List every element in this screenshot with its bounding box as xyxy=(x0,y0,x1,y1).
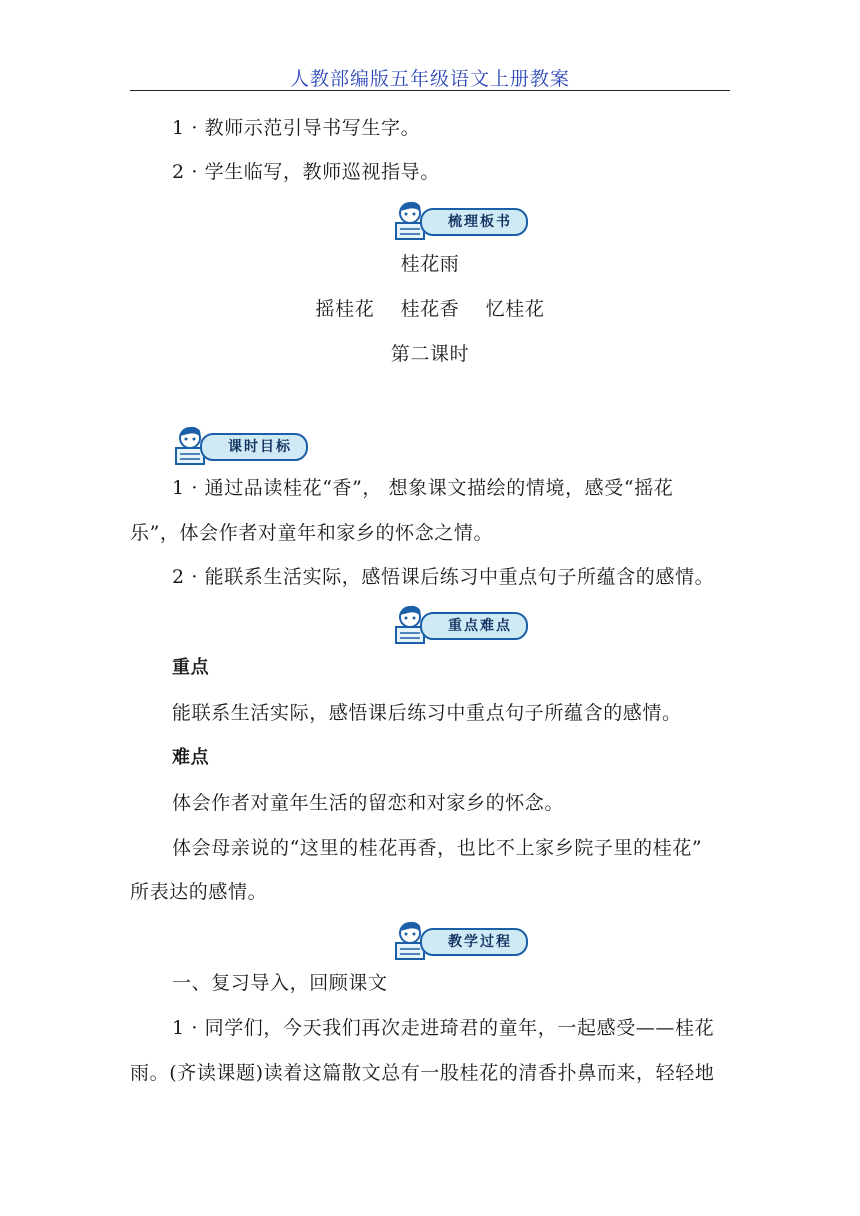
paragraph-line: 体会母亲说的“这里的桂花再香，也比不上家乡院子里的桂花” xyxy=(172,837,703,859)
badge-label: 教学过程 xyxy=(420,928,528,956)
section-badge-keypoints xyxy=(392,603,512,647)
header-divider xyxy=(130,90,730,91)
section-badge-board xyxy=(392,199,512,243)
paragraph-line: 体会作者对童年生活的留恋和对家乡的怀念。 xyxy=(172,792,565,814)
paragraph-line: 2 · 学生临写，教师巡视指导。 xyxy=(172,161,440,183)
badge-label: 梳理板书 xyxy=(420,208,528,236)
difficulty-heading: 难点 xyxy=(172,747,210,768)
page-header-title: 人教部编版五年级语文上册教案 xyxy=(289,68,570,90)
paragraph-line: 乐”，体会作者对童年和家乡的怀念之情。 xyxy=(130,522,494,544)
board-items: 摇桂花 桂花香 忆桂花 xyxy=(315,298,545,320)
lesson-heading: 第二课时 xyxy=(390,343,470,365)
paragraph-line: 1 · 同学们，今天我们再次走进琦君的童年，一起感受——桂花 xyxy=(172,1017,715,1039)
board-title: 桂花雨 xyxy=(400,253,460,275)
badge-label: 课时目标 xyxy=(200,433,308,461)
badge-label: 重点难点 xyxy=(420,612,528,640)
section-badge-goals xyxy=(172,424,292,468)
paragraph-line: 一、复习导入，回顾课文 xyxy=(172,972,388,994)
key-heading: 重点 xyxy=(172,657,210,678)
paragraph-line: 1 · 通过品读桂花“香”， 想象课文描绘的情境，感受“摇花 xyxy=(172,477,674,499)
paragraph-line: 1 · 教师示范引导书写生字。 xyxy=(172,117,421,139)
section-badge-process xyxy=(392,919,512,963)
paragraph-line: 所表达的感情。 xyxy=(130,881,268,903)
paragraph-line: 2 · 能联系生活实际，感悟课后练习中重点句子所蕴含的感情。 xyxy=(172,566,715,588)
paragraph-line: 能联系生活实际，感悟课后练习中重点句子所蕴含的感情。 xyxy=(172,702,682,724)
paragraph-line: 雨。(齐读课题)读着这篇散文总有一股桂花的清香扑鼻而来，轻轻地 xyxy=(130,1062,715,1084)
